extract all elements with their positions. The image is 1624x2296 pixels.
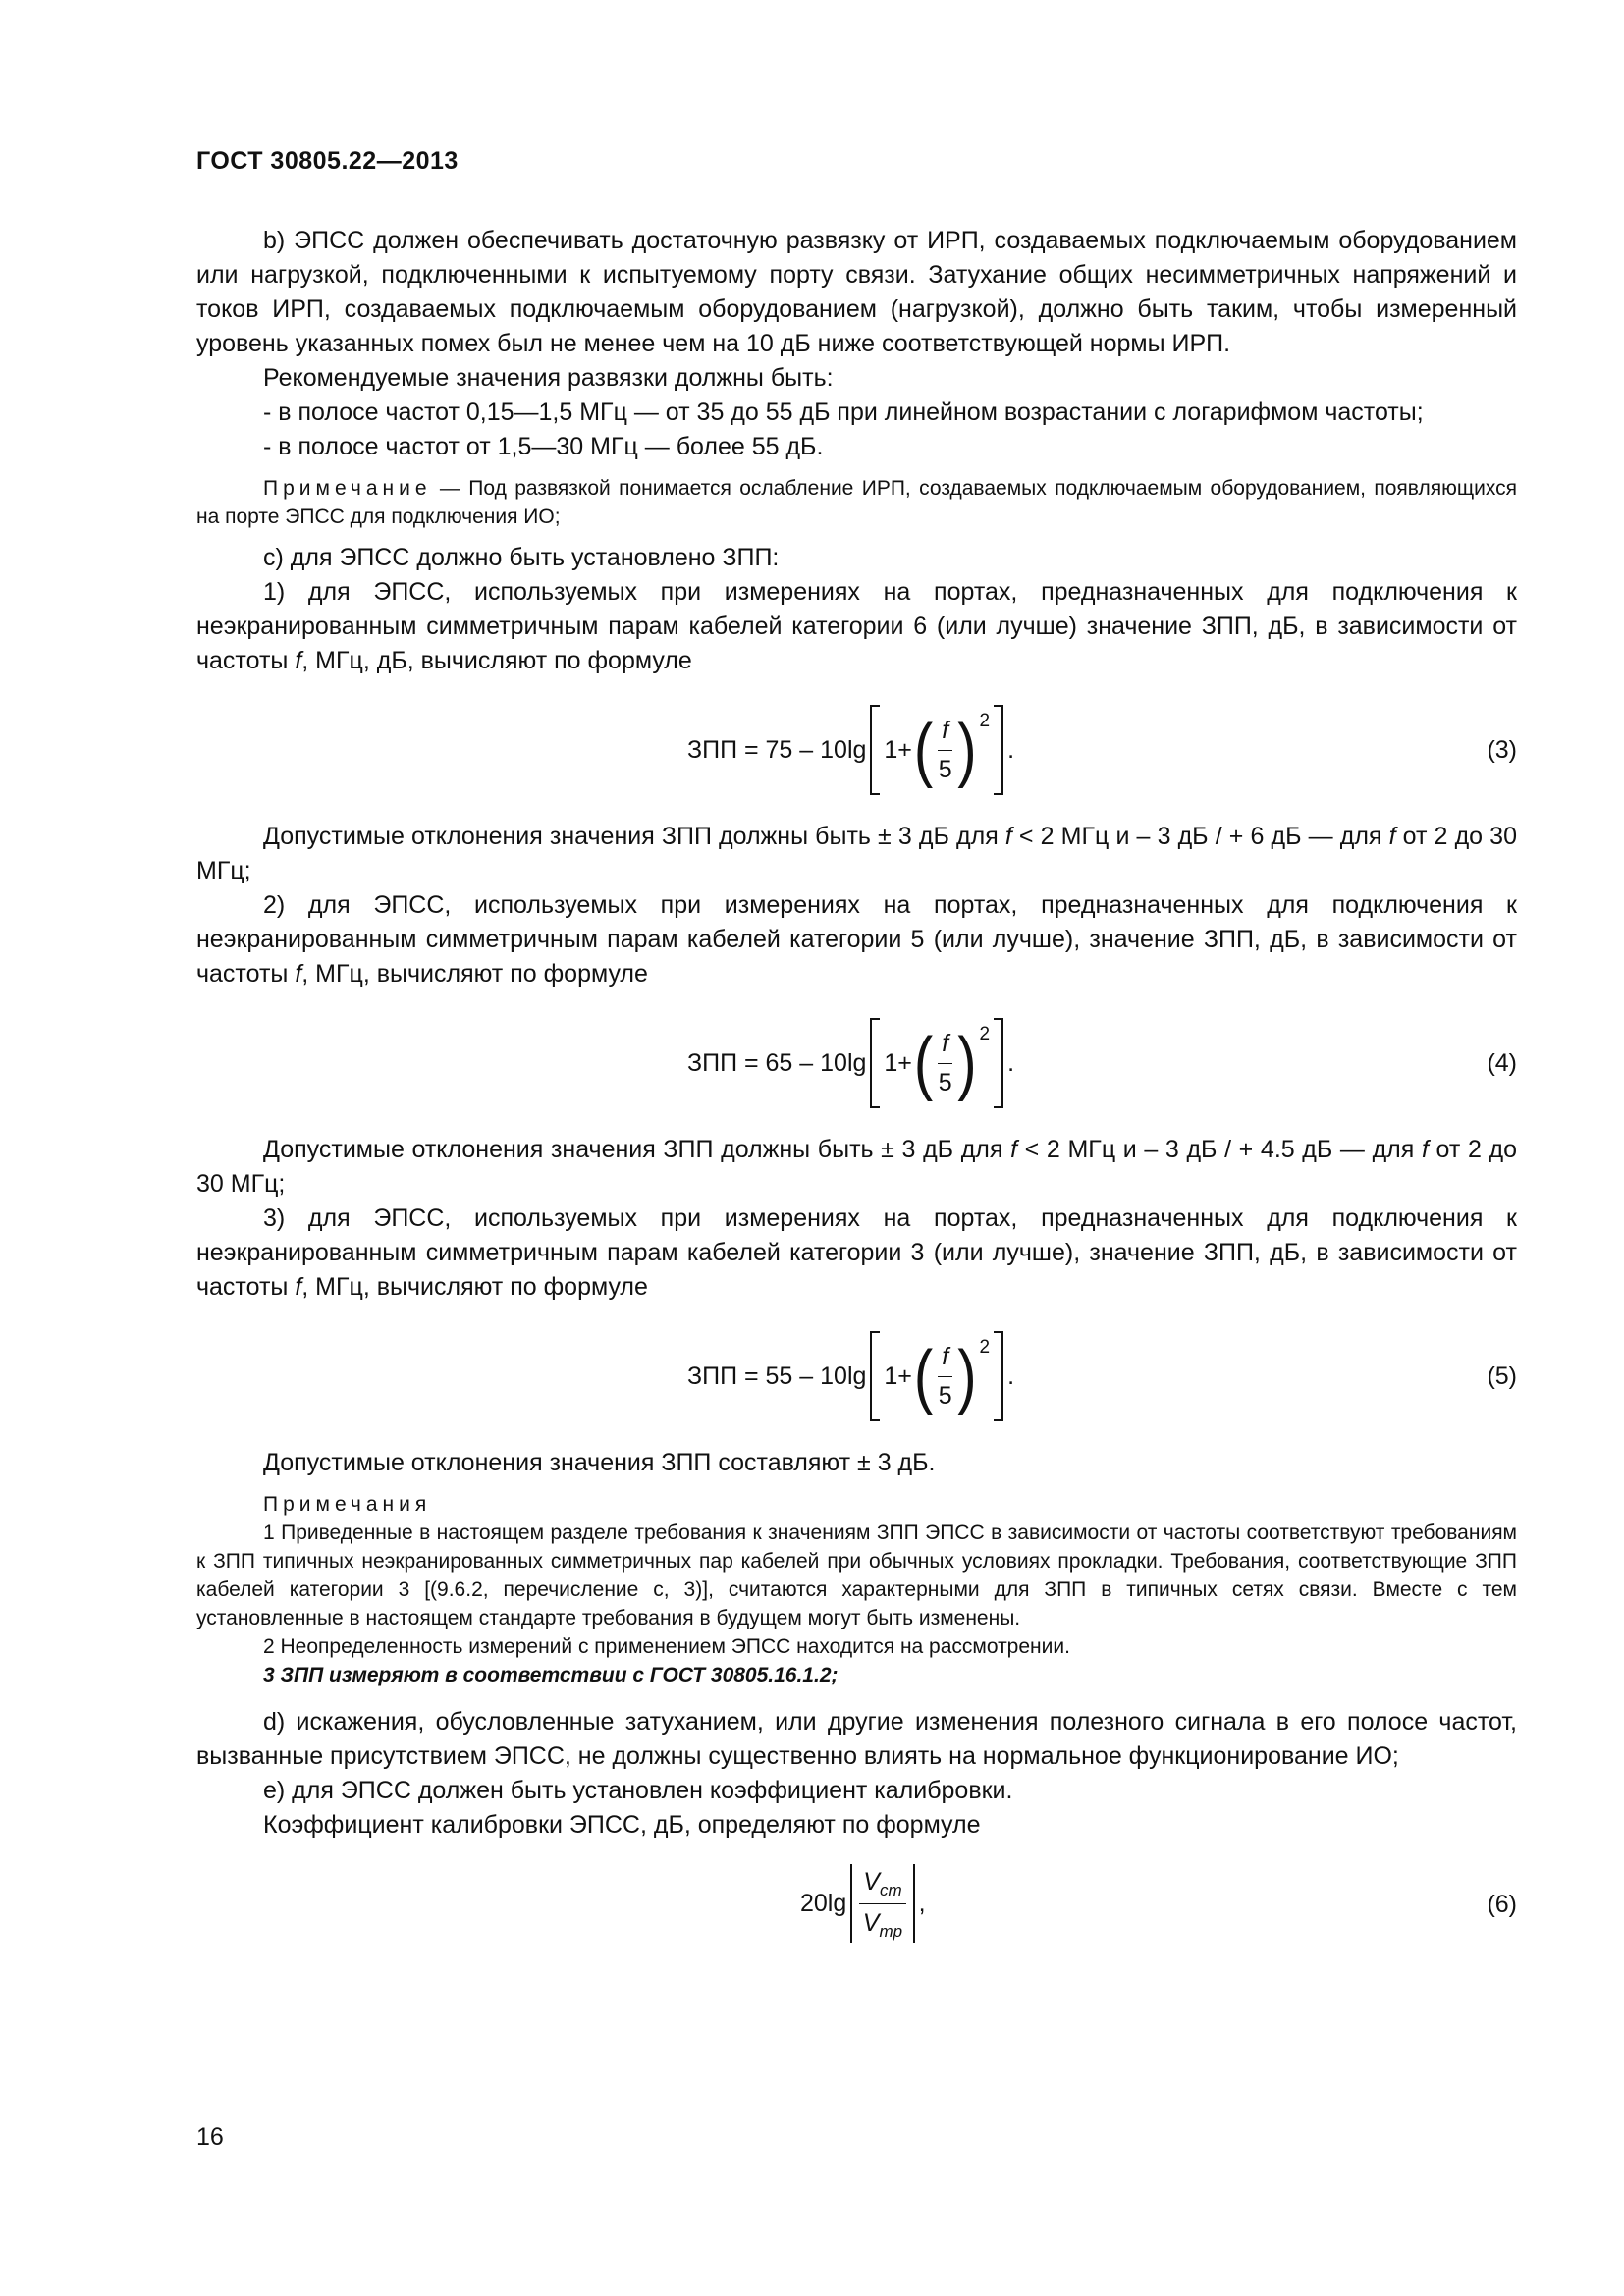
fraction: $\frac{f}{5}$	[938, 1027, 952, 1100]
left-bracket	[870, 705, 880, 795]
item-b: b) ЭПСС должен обеспечивать достаточную развязку от ИРП, создаваемых подключаемым оборудованием или нагрузкой, подключенными к испытуемому порту связи. Затухание общих несимметричных напряжений и токов ИРП, создаваемых подключаемым оборудованием (нагрузкой), должно быть таким, чтобы измеренный уровень указанных помех был не менее чем на 10 дБ ниже соответствующей нормы ИРП.	[196, 227, 1517, 357]
formula-lhs: ЗПП = 75 – 10lg	[687, 735, 867, 764]
page-number: 16	[196, 2123, 224, 2151]
fraction: $\frac{f}{5}$	[938, 714, 952, 787]
item-c: c) для ЭПСС должно быть установлено ЗПП:	[263, 544, 780, 571]
formula-3: ЗПП = 75 – 10lg 1+ ( $\frac{f}{5}$ ) 2 . (3)	[196, 698, 1517, 802]
page-header: ГОСТ 30805.22—2013	[196, 147, 459, 175]
note-1: 1 Приведенные в настоящем разделе требования к значениям ЗПП ЭПСС в зависимости от частоты соответствуют требованиям к ЗПП типичных неэкранированных симметричных пар кабелей при обычных условиях прокладки. Требования, соответствующие ЗПП кабелей категории 3 [(9.6.2, перечисление c, 3)], считаются характерными для ЗПП в типичных сетях связи. Вместе с тем установленные в настоящем стандарте требования в будущем могут быть изменены.	[196, 1522, 1517, 1629]
deviation-1: Допустимые отклонения значения ЗПП должны быть ± 3 дБ для f < 2 МГц и – 3 дБ / + 6 дБ — для f от 2 до 30 МГц;	[196, 823, 1517, 884]
deviation-2: Допустимые отклонения значения ЗПП должны быть ± 3 дБ для f < 2 МГц и – 3 дБ / + 4.5 дБ — для f от 2 до 30 МГц;	[196, 1136, 1518, 1198]
left-bracket	[870, 1331, 880, 1421]
abs-bar-left	[850, 1864, 852, 1943]
right-bracket	[994, 1018, 1003, 1108]
formula-number: (6)	[1487, 1891, 1517, 1918]
right-bracket	[994, 1331, 1003, 1421]
left-bracket	[870, 1018, 880, 1108]
item-c2: 2) для ЭПСС, используемых при измерениях на портах, предназначенных для подключения к неэкранированным симметричным парам кабелей категории 5 (или лучше), значение ЗПП, дБ, в зависимости от частоты f, МГц, вычисляют по формуле	[196, 891, 1517, 988]
item-b-recommended: Рекомендуемые значения развязки должны быть:	[263, 364, 834, 392]
formula-lhs: ЗПП = 55 – 10lg	[687, 1362, 867, 1390]
formula-number: (5)	[1487, 1362, 1517, 1390]
note-text: — Под развязкой понимается ослабление ИРП, создаваемых подключаемым оборудованием, появляющихся на порте ЭПСС для подключения ИО;	[196, 477, 1517, 528]
notes-label: Примечания	[263, 1493, 432, 1516]
formula-6: 20lg $\frac{V_{cm}}{V_{mp}}$ , (6)	[196, 1856, 1517, 1950]
formula-number: (3)	[1487, 736, 1517, 764]
item-c3: 3) для ЭПСС, используемых при измерениях на портах, предназначенных для подключения к неэкранированным симметричным парам кабелей категории 3 (или лучше), значение ЗПП, дБ, в зависимости от частоты f, МГц, вычисляют по формуле	[196, 1204, 1517, 1301]
formula-lhs: 20lg	[800, 1889, 847, 1917]
item-c1: 1) для ЭПСС, используемых при измерениях на портах, предназначенных для подключения к неэкранированным симметричным парам кабелей категории 6 (или лучше) значение ЗПП, дБ, в зависимости от частоты f, МГц, дБ, вычисляют по формуле	[196, 578, 1517, 674]
note-label: Примечание	[263, 477, 432, 500]
deviation-3: Допустимые отклонения значения ЗПП составляют ± 3 дБ.	[263, 1449, 936, 1476]
formula-lhs: ЗПП = 65 – 10lg	[687, 1048, 867, 1077]
right-bracket	[994, 705, 1003, 795]
fraction: $\frac{V_{cm}}{V_{mp}}$	[859, 1865, 905, 1943]
item-e2: Коэффициент калибровки ЭПСС, дБ, определяют по формуле	[263, 1811, 981, 1839]
item-d: d) искажения, обусловленные затуханием, или другие изменения полезного сигнала в его полосе частот, вызванные присутствием ЭПСС, не должны существенно влиять на нормальное функционирование ИО;	[196, 1708, 1517, 1770]
item-b-recommended-1: - в полосе частот 0,15—1,5 МГц — от 35 до 55 дБ при линейном возрастании с логарифмом частоты;	[263, 399, 1424, 426]
abs-bar-right	[913, 1864, 915, 1943]
formula-4: ЗПП = 65 – 10lg 1+ ( $\frac{f}{5}$ ) 2 . (4)	[196, 1011, 1517, 1115]
document-body	[196, 224, 1517, 1968]
item-b-recommended-2: - в полосе частот от 1,5—30 МГц — более 55 дБ.	[263, 433, 824, 460]
formula-number: (4)	[1487, 1049, 1517, 1077]
item-e: e) для ЭПСС должен быть установлен коэффициент калибровки.	[263, 1777, 1013, 1804]
note-3: 3 ЗПП измеряют в соответствии с ГОСТ 30805.16.1.2;	[263, 1664, 839, 1686]
fraction: $\frac{f}{5}$	[938, 1340, 952, 1414]
note-isolation	[196, 474, 1517, 531]
note-2: 2 Неопределенность измерений с применением ЭПСС находится на рассмотрении.	[263, 1635, 1070, 1658]
formula-5: ЗПП = 55 – 10lg 1+ ( $\frac{f}{5}$ ) 2 . (5)	[196, 1324, 1517, 1428]
